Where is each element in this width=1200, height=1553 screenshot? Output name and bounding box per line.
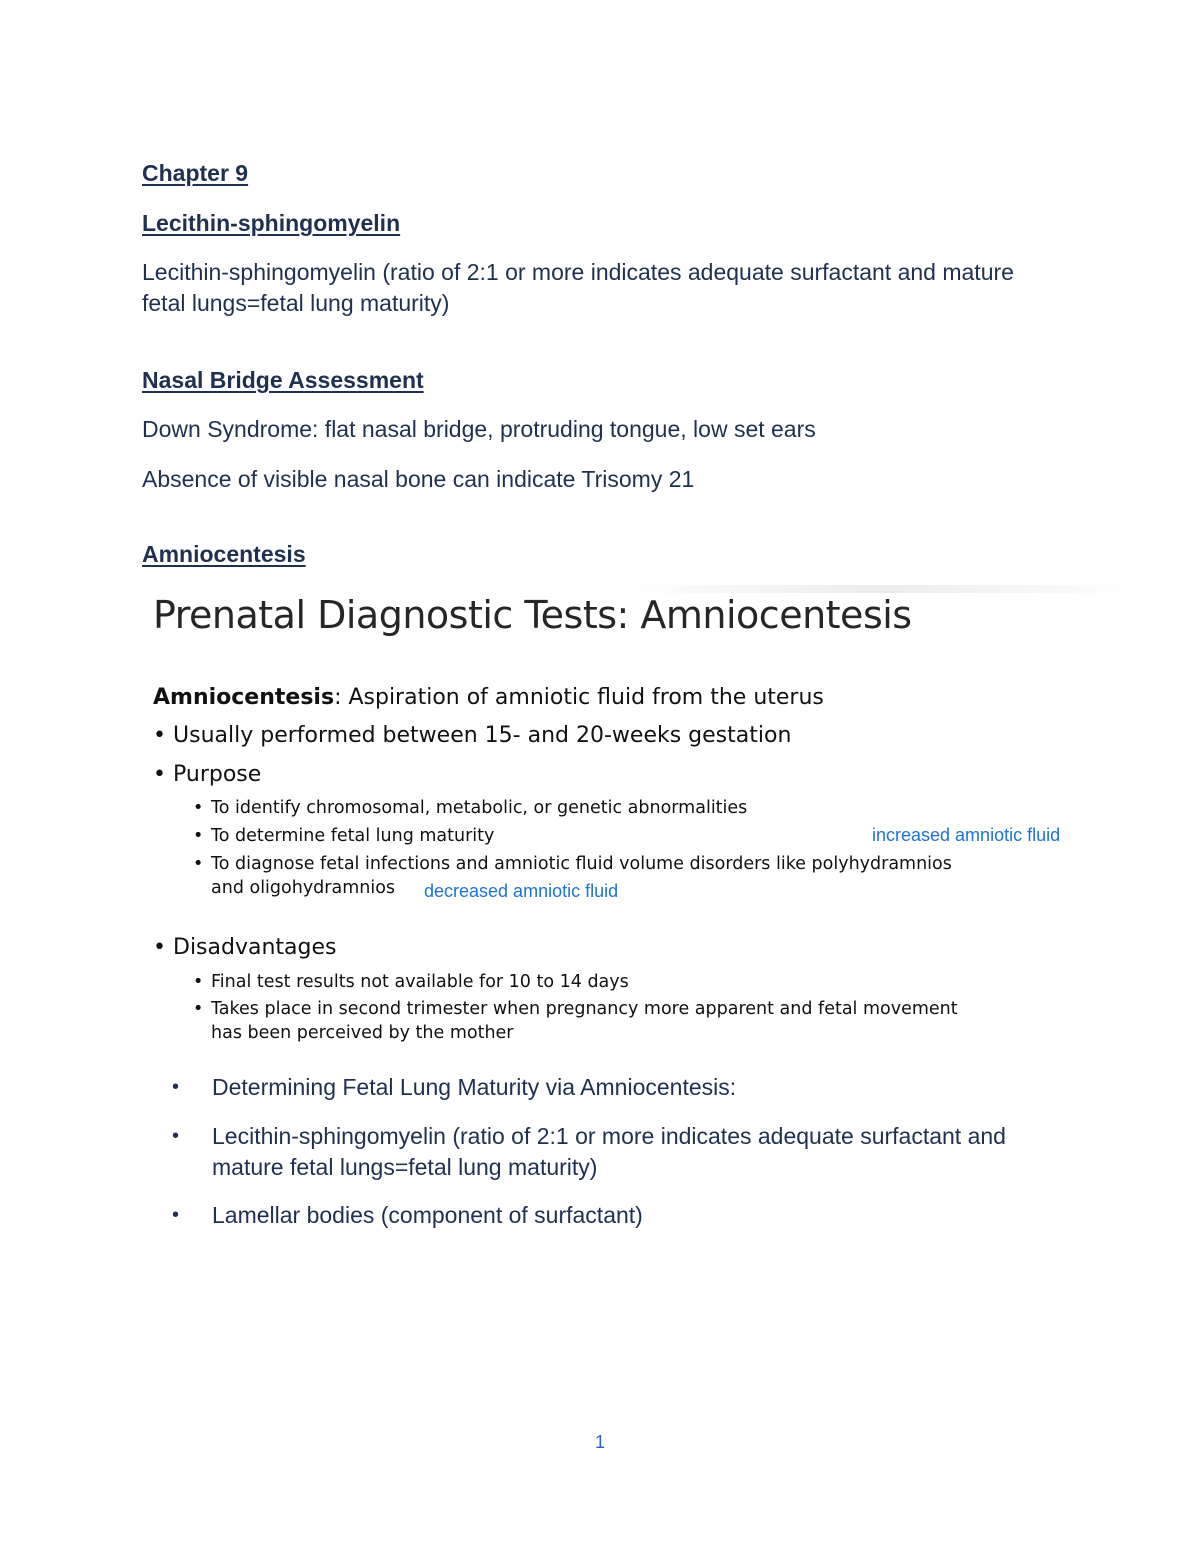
bullet-purpose-text: Purpose xyxy=(173,762,262,787)
bullet-usually-text: Usually performed between 15- and 20-weeks gestation xyxy=(173,723,792,748)
nasal-paragraph-1: Down Syndrome: flat nasal bridge, protruding tongue, low set ears xyxy=(142,416,816,442)
bullet-glyph: • xyxy=(193,826,204,846)
chapter-heading: Chapter 9 xyxy=(142,160,249,186)
bullet-glyph: • xyxy=(172,1204,180,1226)
section-heading-lecithin: Lecithin-sphingomyelin xyxy=(142,210,401,236)
lecithin-paragraph: Lecithin-sphingomyelin (ratio of 2:1 or more indicates adequate surfactant and mature fetal lungs=fetal lung maturity) xyxy=(142,259,1014,316)
bullet-glyph: • xyxy=(172,1076,180,1098)
bullet-glyph: • xyxy=(193,854,204,874)
embedded-slide-image xyxy=(120,585,1055,1055)
list-item-text: Lecithin-sphingomyelin (ratio of 2:1 or more indicates adequate surfactant and mature fetal lungs=fetal lung maturity) xyxy=(212,1123,1006,1180)
slide-definition xyxy=(153,685,824,710)
list-item-text: Determining Fetal Lung Maturity via Amniocentesis: xyxy=(212,1074,737,1100)
purpose-item-text: To diagnose fetal infections and amniotic fluid volume disorders like polyhydramnios xyxy=(211,854,952,874)
bullet-glyph: • xyxy=(172,1125,180,1147)
disadvantage-item-text: Takes place in second trimester when pregnancy more apparent and fetal movement xyxy=(211,999,958,1019)
bullet-glyph: • xyxy=(193,972,204,992)
nasal-paragraph-2: Absence of visible nasal bone can indicate Trisomy 21 xyxy=(142,466,695,492)
purpose-item-text: To identify chromosomal, metabolic, or genetic abnormalities xyxy=(211,798,748,818)
disadvantage-item-text: has been perceived by the mother xyxy=(211,1023,514,1043)
bullet-glyph: • xyxy=(153,723,166,748)
section-heading-nasal: Nasal Bridge Assessment xyxy=(142,367,424,393)
bullet-glyph: • xyxy=(153,762,166,787)
page-number: 1 xyxy=(594,1432,605,1452)
list-item-text: Lamellar bodies (component of surfactant) xyxy=(212,1202,643,1228)
purpose-item-text: To determine fetal lung maturity xyxy=(211,826,495,846)
bullet-glyph: • xyxy=(193,999,204,1019)
definition-text: : Aspiration of amniotic fluid from the uterus xyxy=(334,685,824,710)
bullet-glyph: • xyxy=(153,935,166,960)
slide-bullet-purpose xyxy=(153,762,261,787)
purpose-item-text: and oligohydramnios xyxy=(211,878,396,898)
slide-shadow xyxy=(620,585,1140,593)
annotation-decreased: decreased amniotic fluid xyxy=(424,881,619,901)
bullet-glyph: • xyxy=(193,798,204,818)
slide-bullet-usually xyxy=(153,723,791,748)
annotation-increased: increased amniotic fluid xyxy=(872,825,1061,845)
slide-bullet-disadvantages xyxy=(153,935,336,960)
disadvantage-item-text: Final test results not available for 10 to 14 days xyxy=(211,972,629,992)
definition-term: Amniocentesis xyxy=(153,685,335,710)
slide-title: Prenatal Diagnostic Tests: Amniocentesis xyxy=(153,593,912,637)
bullet-disadvantages-text: Disadvantages xyxy=(173,935,337,960)
section-heading-amniocentesis: Amniocentesis xyxy=(142,541,306,567)
